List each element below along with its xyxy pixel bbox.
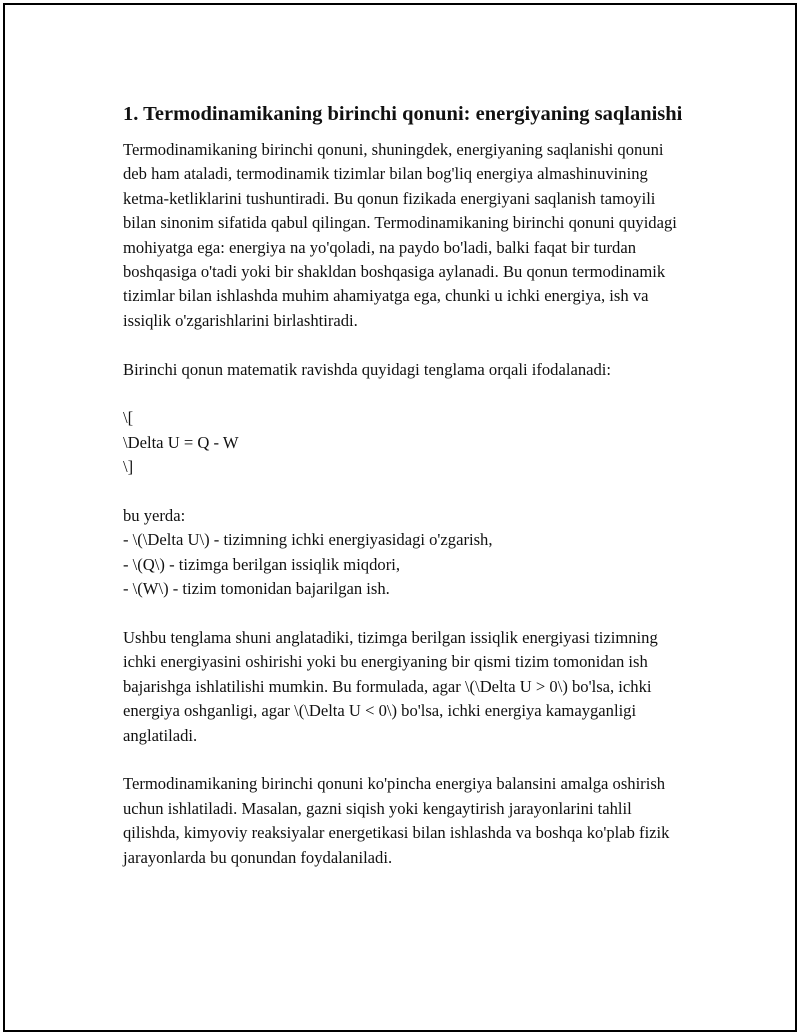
equation-block: \[ \Delta U = Q - W \] [123,408,239,477]
document-body [123,100,683,895]
page-frame [3,3,797,1032]
equation-intro-paragraph: Birinchi qonun matematik ravishda quyidagi tenglama orqali ifodalanadi: [123,359,612,379]
section-heading: 1. Termodinamikaning birinchi qonuni: energiyaning saqlanishi [123,103,683,125]
intro-paragraph: Termodinamikaning birinchi qonuni, shuningdek, energiyaning saqlanishi qonuni deb ham ataladi, termodinamik tizimlar bilan bog'liq energiya almashinuvining ketma-ketliklarini tushuntiradi. Bu qonun fizikada energiyani saqlanish tamoyili bilan sinonim sifatida qabul qilingan. Termodinamikaning birinchi qonuni quyidagi mohiyatga ega: energiya na yo'qoladi, na paydo bo'ladi, balki faqat bir turdan boshqasiga o'tadi yoki bir shakldan boshqasiga aylanadi. Bu qonun termodinamik tizimlar bilan ishlashda muhim ahamiyatga ega, chunki u ichki energiya, ish va issiqlik o'zgarishlarini birlashtiradi. [123,140,677,330]
applications-paragraph: Termodinamikaning birinchi qonuni ko'pincha energiya balansini amalga oshirish uchun ishlatiladi. Masalan, gazni siqish yoki kengaytirish jarayonlarini tahlil qilishda, kimyoviy reaksiyalar energetikasi bilan ishlashda va boshqa ko'plab fizik jarayonlarda bu qonundan foydalaniladi. [123,774,670,867]
interpretation-paragraph: Ushbu tenglama shuni anglatadiki, tizimga berilgan issiqlik energiyasi tizimning ichki energiyasini oshirishi yoki bu energiyaning bir qismi tizim tomonidan ish bajarishga ishlatilishi mumkin. Bu formulada, agar \(\Delta U > 0\) bo'lsa, ichki energiya oshganligi, agar \(\Delta U < 0\) bo'lsa, ichki energiya kamayganligi anglatiladi. [123,628,658,745]
variable-definitions: bu yerda: - \(\Delta U\) - tizimning ichki energiyasidagi o'zgarish, - \(Q\) - tizimga berilgan issiqlik miqdori, - \(W\) - tizim tomonidan bajarilgan ish. [123,506,493,599]
